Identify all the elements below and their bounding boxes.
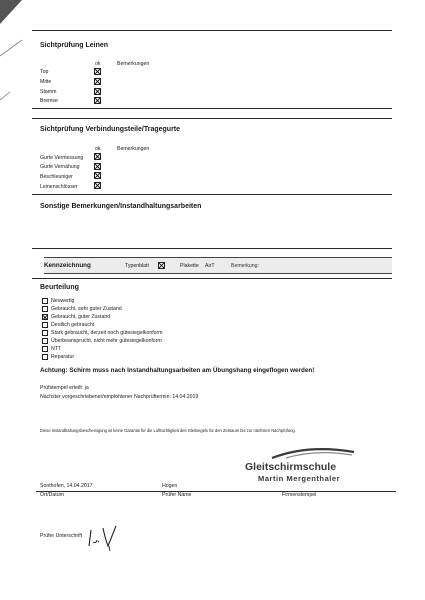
achtung-warning: Achtung: Schirm muss nach Instandhaltungsarbeiten am Übungshang eingeflogen werden! xyxy=(40,367,315,374)
bemerkung-label: Bemerkung: xyxy=(231,263,259,269)
leinen-item-label: Mitte xyxy=(40,79,52,85)
pruefstempel-text: Prüfstempel erteilt: ja xyxy=(40,385,89,391)
pruefer-unterschrift-label: Prüfer Unterschrift xyxy=(40,533,83,539)
typenblatt-label: Typenblatt xyxy=(125,263,149,269)
beurteilung-option-checkbox[interactable] xyxy=(42,306,48,312)
beurteilung-option-label: Überbeansprucht, nicht mehr gütesiegelkonform xyxy=(51,338,162,344)
beurteilung-option-label: Stark gebraucht, derzeit noch gütesiegelkonform xyxy=(51,330,163,336)
beurteilung-option-label: Gebraucht, sehr guter Zustand xyxy=(51,306,122,312)
beurteilung-title: Beurteilung xyxy=(40,284,79,291)
signature-line xyxy=(36,491,396,492)
verbindung-item-checkbox[interactable] xyxy=(94,163,101,170)
plakette-label: Plakette xyxy=(180,263,199,269)
typenblatt-checkbox[interactable] xyxy=(158,262,165,269)
logo-swoosh-icon xyxy=(268,446,358,460)
leinen-item-checkbox[interactable] xyxy=(94,68,101,75)
firmenstempel-label: Firmenstempel xyxy=(282,492,317,498)
divider xyxy=(32,118,392,119)
beurteilung-option-label: NTT xyxy=(51,346,62,352)
beurteilung-option-checkbox[interactable] xyxy=(42,314,48,320)
handwritten-signature xyxy=(82,518,132,558)
beurteilung-option-checkbox[interactable] xyxy=(42,346,48,352)
leinen-title: Sichtprüfung Leinen xyxy=(40,42,109,49)
beurteilung-option-checkbox[interactable] xyxy=(42,338,48,344)
leinen-ok-header: ok xyxy=(95,61,101,67)
logo-line2: Martin Mergenthaler xyxy=(258,474,341,483)
beurteilung-option-label: Gebraucht, guter Zustand xyxy=(51,314,111,320)
divider xyxy=(32,278,392,279)
leinen-item-label: Top xyxy=(40,69,49,75)
beurteilung-option-checkbox[interactable] xyxy=(42,322,48,328)
verbindung-item-label: Gurte Vernähung xyxy=(40,164,80,170)
top-divider xyxy=(32,30,392,31)
leinen-item-checkbox[interactable] xyxy=(94,97,101,104)
ort-datum-label: Ort/Datum xyxy=(40,492,64,498)
verbindung-item-checkbox[interactable] xyxy=(94,182,101,189)
disclaimer-text: Diese Instandhaltungsbescheinigung ist keine Garantie für die Lufttüchtigkeit des Gleitsegels für den Zeitraum bis zur nächsten Nachprüfung. xyxy=(40,428,296,433)
divider xyxy=(32,108,392,109)
pruefer-name-value: Hogen xyxy=(162,483,178,489)
leinen-item-checkbox[interactable] xyxy=(94,78,101,85)
ort-datum-value: Sonthofen, 14.04.2017 xyxy=(40,483,93,489)
leinen-remarks-header: Bemerkungen xyxy=(117,61,150,67)
beurteilung-option-checkbox[interactable] xyxy=(42,330,48,336)
verbindung-item-label: Beschleuniger xyxy=(40,174,73,180)
kennzeichnung-title: Kennzeichnung xyxy=(44,262,91,269)
beurteilung-option-checkbox[interactable] xyxy=(42,298,48,304)
verbindung-item-label: Gurte Vermessung xyxy=(40,155,84,161)
plakette-value: AirT xyxy=(205,263,215,269)
scan-corner-shadow xyxy=(0,0,30,110)
leinen-item-label: Bremse xyxy=(40,98,58,104)
verbindung-item-label: Leinenschlösser xyxy=(40,184,78,190)
leinen-item-label: Stamm xyxy=(40,89,57,95)
verbindung-item-checkbox[interactable] xyxy=(94,172,101,179)
verbindung-item-checkbox[interactable] xyxy=(94,153,101,160)
beurteilung-option-label: Neuwertig xyxy=(51,298,75,304)
divider xyxy=(32,248,392,249)
verbindung-remarks-header: Bemerkungen xyxy=(117,146,150,152)
naechster-termin-text: Nächster vorgeschriebener/empfohlener Nachprüftermin: 14.04.2019 xyxy=(40,394,199,400)
logo-line1: Gleitschirmschule xyxy=(245,461,337,473)
beurteilung-option-checkbox[interactable] xyxy=(42,354,48,360)
beurteilung-option-label: Deutlich gebraucht xyxy=(51,322,95,328)
kennzeichnung-bar xyxy=(44,257,392,274)
verbindung-title: Sichtprüfung Verbindungsteile/Tragegurte xyxy=(40,126,181,133)
sonstige-title: Sonstige Bemerkungen/Instandhaltungsarbeiten xyxy=(40,203,202,210)
divider xyxy=(32,194,392,195)
verbindung-ok-header: ok xyxy=(95,146,101,152)
pruefer-name-label: Prüfer Name xyxy=(162,492,192,498)
leinen-item-checkbox[interactable] xyxy=(94,88,101,95)
beurteilung-option-label: Reparatur xyxy=(51,354,75,360)
